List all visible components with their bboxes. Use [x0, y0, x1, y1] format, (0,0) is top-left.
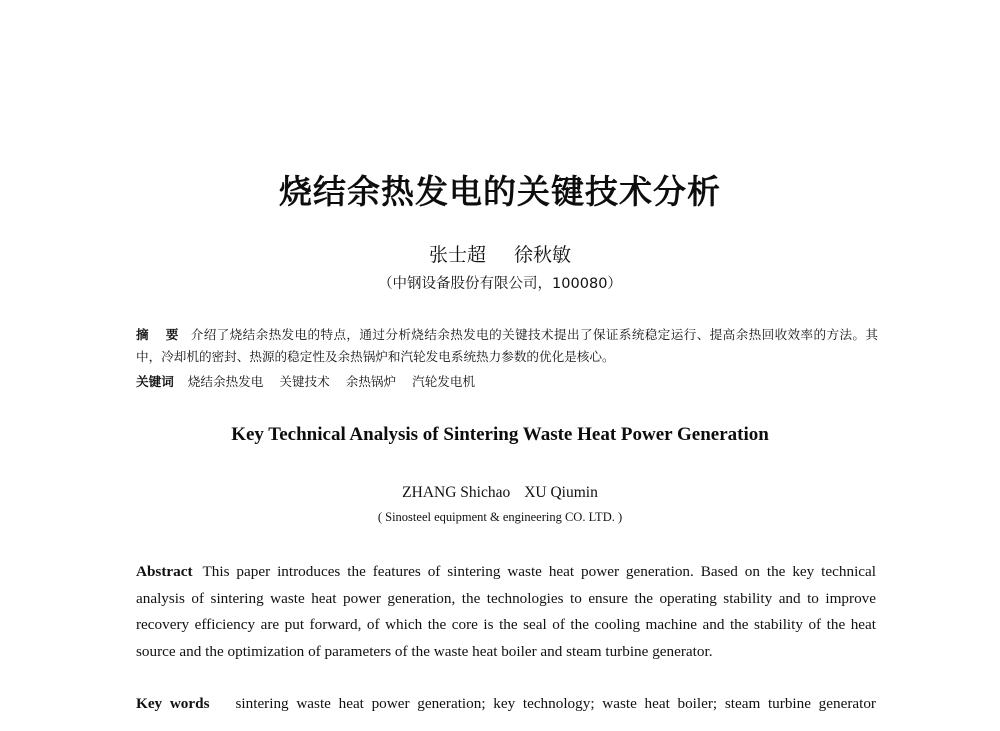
english-authors [0, 484, 1000, 502]
english-author-2: XU Qiumin [524, 484, 598, 501]
chinese-abstract-text: 介绍了烧结余热发电的特点，通过分析烧结余热发电的关键技术提出了保证系统稳定运行、提高余热回收效率的方法。其中，冷却机的密封、热源的稳定性及余热锅炉和汽轮发电系统热力参数的优化是核心。 [136, 327, 878, 364]
chinese-keyword: 余热锅炉 [345, 374, 397, 389]
english-keywords-text: sintering waste heat power generation; key technology; waste heat boiler; steam turbine generator [235, 695, 876, 712]
chinese-keyword: 关键技术 [279, 374, 330, 389]
english-abstract-text: This paper introduces the features of sintering waste heat power generation. Based on the key technical analysis of sintering waste heat power generation, the technologies to ensure the operating stability and to improve recovery efficiency are put forward, of which the core is the seal of the cooling machine and the stability of the heat source and the optimization of parameters of the waste heat boiler and steam turbine generator. [136, 563, 876, 660]
chinese-author-1: 张士超 [428, 244, 486, 266]
chinese-title: 烧结余热发电的关键技术分析 [279, 172, 721, 211]
chinese-author-2: 徐秋敏 [514, 244, 572, 266]
english-author-1: ZHANG Shichao [402, 484, 511, 501]
chinese-abstract [136, 324, 878, 368]
chinese-keyword: 烧结余热发电 [187, 374, 264, 389]
english-abstract-label: Abstract [136, 563, 193, 580]
english-title: Key Technical Analysis of Sintering Waste Heat Power Generation [231, 424, 769, 445]
chinese-keywords-label: 关键词 [136, 374, 174, 389]
english-abstract [136, 559, 876, 665]
english-keywords [136, 691, 876, 731]
chinese-authors [0, 240, 1000, 267]
english-affiliation: ( Sinosteel equipment & engineering CO. LTD. ) [377, 510, 623, 524]
chinese-keywords [136, 371, 878, 393]
chinese-abstract-label: 摘 要 [136, 327, 185, 342]
chinese-keyword: 汽轮发电机 [412, 374, 476, 389]
english-keywords-label: Key words [136, 695, 210, 712]
chinese-affiliation: （中钢设备股份有限公司，100080） [378, 276, 622, 292]
